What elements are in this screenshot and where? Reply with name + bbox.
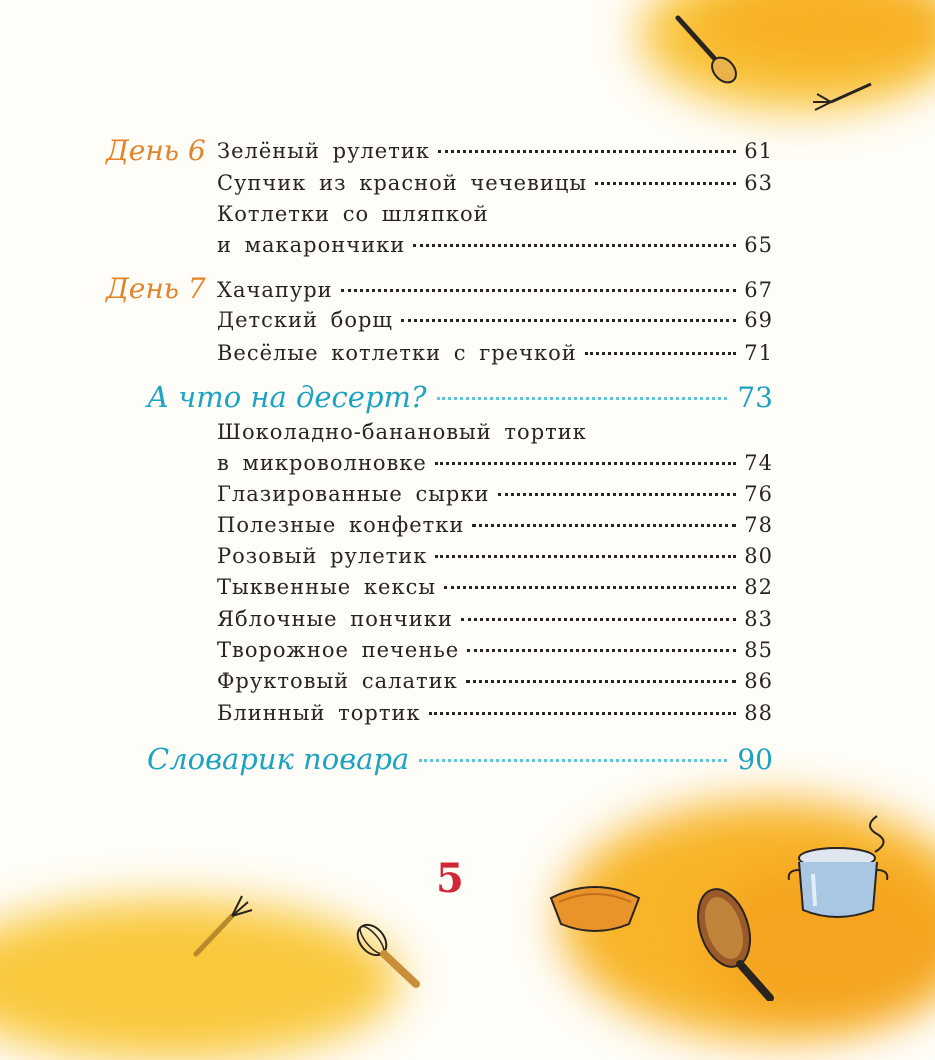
page-ref: 73: [737, 381, 773, 414]
leader-dots: [467, 649, 736, 652]
recipe-title: Полезные конфетки: [217, 513, 465, 537]
leader-dots: [413, 244, 736, 247]
leader-dots: [585, 352, 737, 355]
leader-dots: [461, 618, 736, 621]
recipe-title: Блинный тортик: [217, 701, 421, 725]
toc-entry[interactable]: [217, 607, 773, 637]
toc-entry[interactable]: [217, 308, 773, 338]
toc-entry[interactable]: [217, 638, 773, 668]
recipe-title: Зелёный рулетик: [217, 139, 430, 163]
fork-icon: [190, 890, 260, 960]
page-ref: 74: [744, 451, 773, 475]
leader-dots: [498, 493, 737, 496]
leader-dots: [341, 289, 737, 292]
toc-entry[interactable]: [217, 701, 773, 731]
leader-dots: [435, 462, 736, 465]
page-ref: 80: [744, 544, 773, 568]
pie-dish-icon: [545, 880, 645, 940]
recipe-title: Яблочные пончики: [217, 607, 453, 631]
toc-entry[interactable]: [217, 482, 773, 512]
toc-entry[interactable]: [217, 341, 773, 371]
leader-dots: [438, 150, 736, 153]
toc-entry[interactable]: [217, 278, 773, 308]
recipe-title: в микроволновке: [217, 451, 427, 475]
page-ref: 76: [744, 482, 773, 506]
recipe-title: Тыквенные кексы: [217, 575, 437, 599]
toc-entry[interactable]: [217, 544, 773, 574]
section-title: А что на десерт?: [147, 380, 427, 414]
spoon-icon: [670, 10, 750, 90]
toc-entry[interactable]: [217, 669, 773, 699]
whisk-icon: [350, 918, 430, 998]
leader-dots: [472, 524, 736, 527]
page-ref: 83: [744, 607, 773, 631]
page-ref: 90: [737, 743, 773, 776]
day-6-label: День 6: [106, 134, 206, 167]
recipe-title: Весёлые котлетки с гречкой: [217, 341, 577, 365]
recipe-title: Супчик из красной чечевицы: [217, 171, 588, 195]
day-7-label: День 7: [106, 272, 206, 305]
leader-dots: [435, 555, 736, 558]
recipe-title-line1: Шоколадно-банановый тортик: [217, 420, 587, 444]
recipe-title: Розовый рулетик: [217, 544, 428, 568]
section-glossary[interactable]: [147, 742, 773, 776]
recipe-title: Глазированные сырки: [217, 482, 490, 506]
page-ref: 88: [744, 701, 773, 725]
recipe-title: Детский борщ: [217, 308, 393, 332]
pot-icon: [785, 812, 895, 927]
leader-dots: [437, 397, 728, 400]
page-ref: 61: [744, 139, 773, 163]
section-title: Словарик повара: [147, 742, 410, 776]
recipe-title: и макарончики: [217, 233, 406, 257]
fork-icon: [805, 78, 875, 118]
toc-entry[interactable]: [217, 575, 773, 605]
page-ref: 71: [744, 341, 773, 365]
recipe-title: Хачапури: [217, 278, 333, 302]
toc-entry[interactable]: [217, 139, 773, 169]
page-ref: 65: [744, 233, 773, 257]
section-dessert[interactable]: [147, 380, 773, 414]
page-ref: 69: [744, 308, 773, 332]
toc-entry[interactable]: [217, 233, 773, 263]
page-ref: 78: [744, 513, 773, 537]
leader-dots: [429, 712, 737, 715]
page-ref: 82: [744, 575, 773, 599]
page-ref: 85: [744, 638, 773, 662]
frying-pan-icon: [680, 880, 790, 1001]
recipe-title: Фруктовый салатик: [217, 669, 458, 693]
page-ref: 63: [744, 171, 773, 195]
toc-entry[interactable]: [217, 171, 773, 201]
recipe-title-line1: Котлетки со шляпкой: [217, 202, 489, 226]
recipe-title: Творожное печенье: [217, 638, 460, 662]
page-ref: 86: [744, 669, 773, 693]
toc-entry[interactable]: [217, 451, 773, 481]
page-ref: 67: [744, 278, 773, 302]
leader-dots: [401, 319, 736, 322]
leader-dots: [595, 182, 736, 185]
page-number: 5: [436, 855, 464, 902]
toc-entry[interactable]: [217, 513, 773, 543]
leader-dots: [419, 759, 727, 762]
leader-dots: [466, 680, 737, 683]
leader-dots: [444, 586, 736, 589]
